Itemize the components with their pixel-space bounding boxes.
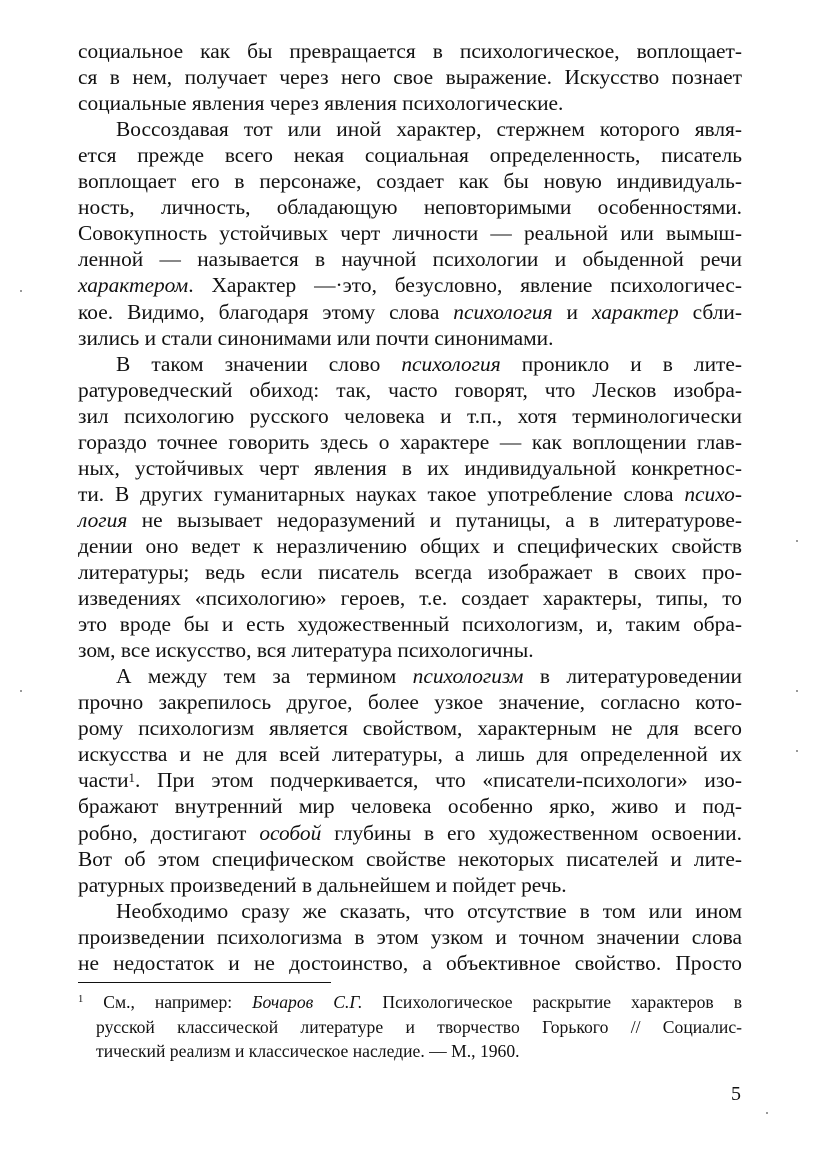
- body-line: [78, 533, 742, 559]
- text-run: русской классической литературе и творчество Горького // Социалис-: [96, 1016, 742, 1037]
- text-run: произведении психологизма в этом узком и точном значении слова: [78, 924, 742, 949]
- text-run: ратуроведческий обиход: так, часто говорят, что Лесков изобра-: [78, 377, 742, 402]
- text-run: Психологическое раскрытие характеров в: [362, 992, 743, 1012]
- text-run: ленной — называется в научной психологии и обыденной речи: [78, 247, 742, 272]
- italic-term: Бочаров С.Г.: [252, 992, 363, 1012]
- text-run: Необходимо сразу же сказать, что отсутствие в том или ином: [116, 898, 742, 923]
- text-run: В таком значении слово: [116, 351, 402, 376]
- body-line: [78, 767, 742, 793]
- text-run: бражают внутренний мир человека особенно ярко, живо и под-: [78, 794, 742, 819]
- text-run: искусства и не для всей литературы, а лишь для определенной их: [78, 742, 742, 767]
- body-line: [78, 637, 742, 663]
- body-line: [78, 715, 742, 741]
- text-run: Воссоздавая тот или иной характер, стержнем которого явля-: [116, 117, 742, 142]
- footnote-marker: 1: [78, 994, 84, 1005]
- body-line: [78, 559, 742, 585]
- body-line: [78, 741, 742, 767]
- body-line: [78, 403, 742, 429]
- text-run: не недостаток и не достоинство, а объективное свойство. Просто: [78, 950, 742, 975]
- body-line: [78, 872, 742, 898]
- text-run: рому психологизм является свойством, характерным не для всего: [78, 716, 742, 741]
- text-run: социальное как бы превращается в психологическое, воплощает-: [78, 39, 742, 63]
- body-line: [78, 377, 742, 403]
- body-line: [78, 142, 742, 168]
- text-run: ся в нем, получает через него свое выражение. Искусство познает: [78, 65, 742, 90]
- body-line: [78, 38, 742, 64]
- body-line: [78, 90, 742, 116]
- body-line: [78, 168, 742, 194]
- italic-term: особой: [259, 820, 322, 845]
- body-line: [78, 351, 742, 377]
- text-run: в литературоведении: [523, 664, 742, 689]
- text-run: Совокупность устойчивых черт личности — реальной или вымыш-: [78, 221, 742, 246]
- body-line: [78, 220, 742, 246]
- text-run: . При этом подчеркивается, что «писатели-психологи» изо-: [134, 768, 742, 793]
- body-line: [78, 585, 742, 611]
- body-line: [78, 325, 742, 351]
- text-run: и: [552, 299, 592, 324]
- body-line: [78, 898, 742, 924]
- text-run: гораздо точнее говорить здесь о характере — как воплощении глав-: [78, 429, 742, 454]
- body-line: [78, 846, 742, 872]
- body-line: [78, 663, 742, 689]
- footnote-line: [78, 1015, 742, 1039]
- text-run: См., например:: [83, 992, 253, 1012]
- body-line: [78, 950, 742, 976]
- text-run: кое. Видимо, благодаря этому слова: [78, 299, 454, 324]
- text-run: А между тем за термином: [116, 664, 413, 689]
- body-line: [78, 64, 742, 90]
- text-run: изведениях «психологию» героев, т.е. создает характеры, типы, то: [78, 586, 742, 611]
- text-run: зил психологию русского человека и т.п., хотя терминологически: [78, 403, 742, 428]
- body-line: [78, 272, 742, 298]
- text-run: прочно закрепилось другое, более узкое значение, согласно кото-: [78, 690, 742, 715]
- footnote-line: [78, 1039, 742, 1063]
- text-run: Вот об этом специфическом свойстве некоторых писателей и лите-: [78, 846, 742, 871]
- footnote-line: [78, 990, 742, 1014]
- italic-term: логия: [78, 507, 128, 532]
- footnote-divider: [78, 982, 331, 983]
- body-line: [78, 246, 742, 272]
- body-line: [78, 455, 742, 481]
- body-line: [78, 481, 742, 507]
- text-run: зились и стали синонимами или почти синонимами.: [78, 325, 554, 350]
- text-run: не вызывает недоразумений и путаницы, а в литературове-: [127, 507, 742, 532]
- text-run: ти. В других гуманитарных науках такое употребление слова: [78, 481, 685, 506]
- text-run: дении оно ведет к неразличению общих и специфических свойств: [78, 533, 742, 558]
- text-run: робно, достигают: [78, 820, 260, 845]
- italic-term: характером: [78, 273, 189, 298]
- text-run: воплощает его в персонаже, создает как бы новую индивидуаль-: [78, 169, 742, 194]
- text-run: . Характер —·это, безусловно, явление психологичес-: [188, 273, 742, 298]
- body-line: [78, 429, 742, 455]
- text-run: ных, устойчивых черт явления в их индивидуальной конкретнос-: [78, 455, 742, 480]
- text-run: глубины в его художественном освоении.: [321, 820, 742, 845]
- body-line: [78, 924, 742, 950]
- italic-term: психология: [453, 299, 553, 324]
- text-run: ратурных произведений в дальнейшем и пойдет речь.: [78, 872, 567, 897]
- text-run: сбли-: [678, 299, 742, 324]
- body-line: [78, 793, 742, 819]
- body-line: [78, 299, 742, 325]
- text-run: социальные явления через явления психологические.: [78, 91, 564, 116]
- text-run: проникло и в лите-: [500, 351, 742, 376]
- italic-term: психология: [401, 351, 501, 376]
- body-line: [78, 820, 742, 846]
- text-run: ность, личность, обладающую неповторимыми особенностями.: [78, 195, 742, 220]
- body-line: [78, 611, 742, 637]
- italic-term: психологизм: [412, 664, 524, 689]
- text-run: это вроде бы и есть художественный психологизм, и, таким обра-: [78, 612, 742, 637]
- text-run: части: [78, 768, 129, 793]
- italic-term: характер: [591, 299, 679, 324]
- body-line: [78, 116, 742, 142]
- footnote-marker: 1: [128, 771, 135, 786]
- text-run: зом, все искусство, вся литература психологичны.: [78, 638, 534, 663]
- body-line: [78, 507, 742, 533]
- page-number: 5: [731, 1083, 741, 1105]
- body-line: [78, 689, 742, 715]
- text-run: тический реализм и классическое наследие. — М., 1960.: [96, 1041, 520, 1061]
- text-run: ется прежде всего некая социальная определенность, писатель: [78, 143, 742, 168]
- body-line: [78, 194, 742, 220]
- italic-term: психо-: [684, 481, 742, 506]
- text-run: литературы; ведь если писатель всегда изображает в своих про-: [78, 560, 742, 584]
